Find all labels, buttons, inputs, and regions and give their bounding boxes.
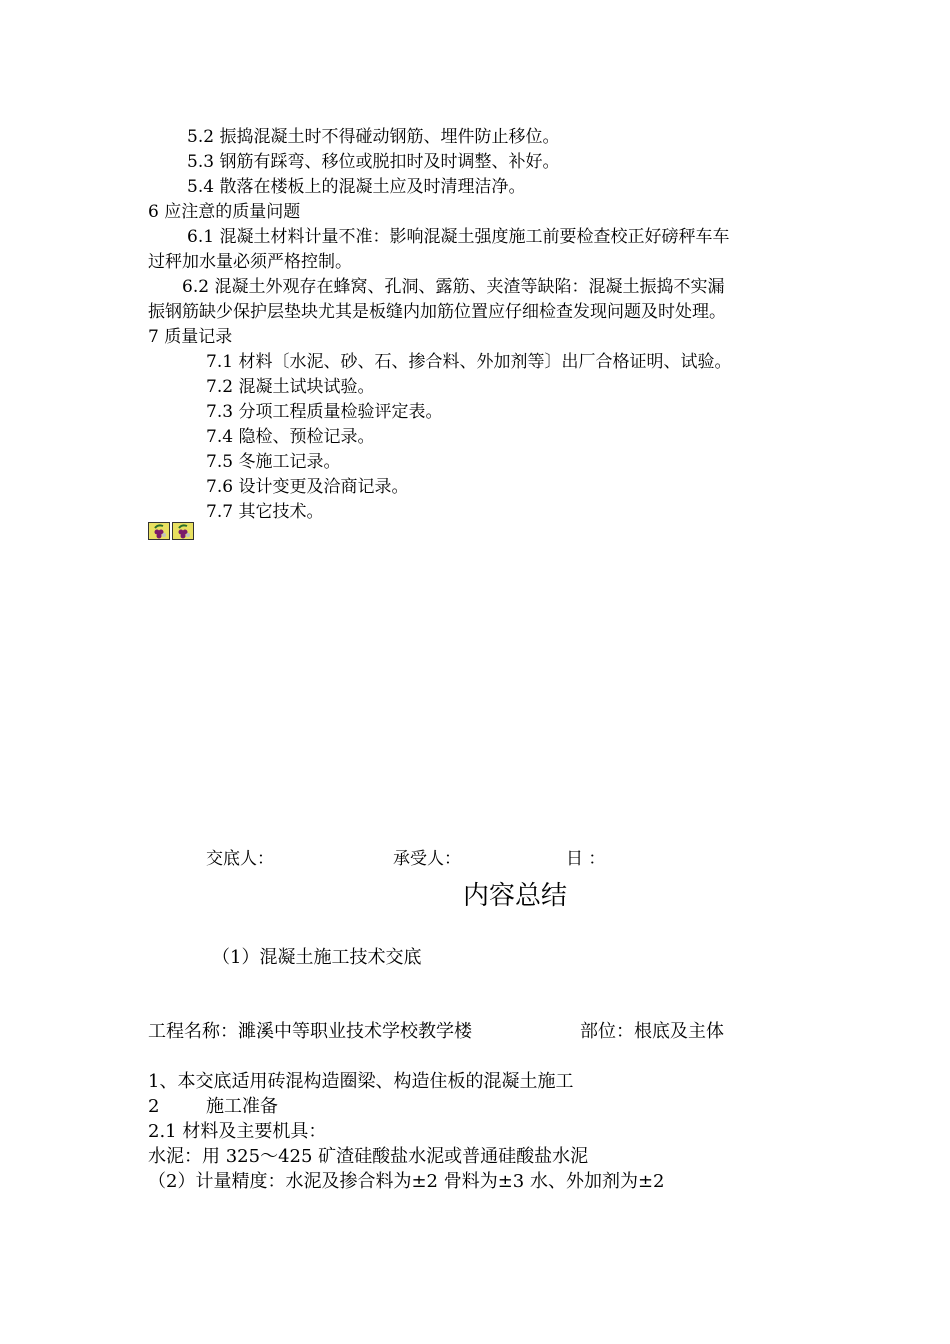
project-name: 工程名称：濉溪中等职业技术学校教学楼 xyxy=(148,1021,472,1042)
section-2-title: 施工准备 xyxy=(206,1096,278,1117)
precision-line: （2）计量精度：水泥及掺合料为±2 骨料为±3 水、外加剂为±2 xyxy=(148,1171,665,1192)
signature-date: 日 ： xyxy=(566,849,606,869)
item-5-3: 5.3 钢筋有踩弯、移位或脱扣时及时调整、补好。 xyxy=(187,152,560,172)
item-6-1-line1: 6.1 混凝土材料计量不准：影响混凝土强度施工前要检查校正好磅秤车车 xyxy=(187,227,730,247)
item-6-1-line2: 过秤加水量必须严格控制。 xyxy=(148,252,352,272)
item-6-2-line2: 振钢筋缺少保护层垫块尤其是板缝内加筋位置应仔细检查发现问题及时处理。 xyxy=(148,302,726,322)
item-7-6: 7.6 设计变更及洽商记录。 xyxy=(206,477,409,497)
item-7-2: 7.2 混凝土试块试验。 xyxy=(206,377,375,397)
cement-line: 水泥：用 325～425 矿渣硅酸盐水泥或普通硅酸盐水泥 xyxy=(148,1146,589,1167)
decorative-icons xyxy=(148,522,194,540)
project-part: 部位：根底及主体 xyxy=(580,1021,724,1042)
signature-briefer: 交底人： xyxy=(206,849,274,869)
item-7-4: 7.4 隐检、预检记录。 xyxy=(206,427,375,447)
section-2-1: 2.1 材料及主要机具： xyxy=(148,1121,327,1142)
grape-icon xyxy=(148,522,170,540)
signature-receiver: 承受人： xyxy=(393,849,461,869)
item-6-2-line1: 6.2 混凝土外观存在蜂窝、孔洞、露筋、夹渣等缺陷：混凝土振捣不实漏 xyxy=(182,277,725,297)
summary-title: 内容总结 xyxy=(463,881,568,911)
heading-7: 7 质量记录 xyxy=(148,327,233,347)
item-7-1: 7.1 材料〔水泥、砂、石、掺合料、外加剂等〕出厂合格证明、试验。 xyxy=(206,352,732,372)
summary-item-1: （1）混凝土施工技术交底 xyxy=(212,947,422,968)
item-7-3: 7.3 分项工程质量检验评定表。 xyxy=(206,402,443,422)
heading-6: 6 应注意的质量问题 xyxy=(148,202,301,222)
item-5-4: 5.4 散落在楼板上的混凝土应及时清理洁净。 xyxy=(187,177,526,197)
section-2-number: 2 xyxy=(148,1096,160,1117)
scope-line: 1、本交底适用砖混构造圈梁、构造住板的混凝土施工 xyxy=(148,1071,574,1092)
item-7-7: 7.7 其它技术。 xyxy=(206,502,324,522)
grape-icon xyxy=(172,522,194,540)
item-5-2: 5.2 振捣混凝土时不得碰动钢筋、埋件防止移位。 xyxy=(187,127,560,147)
item-7-5: 7.5 冬施工记录。 xyxy=(206,452,341,472)
